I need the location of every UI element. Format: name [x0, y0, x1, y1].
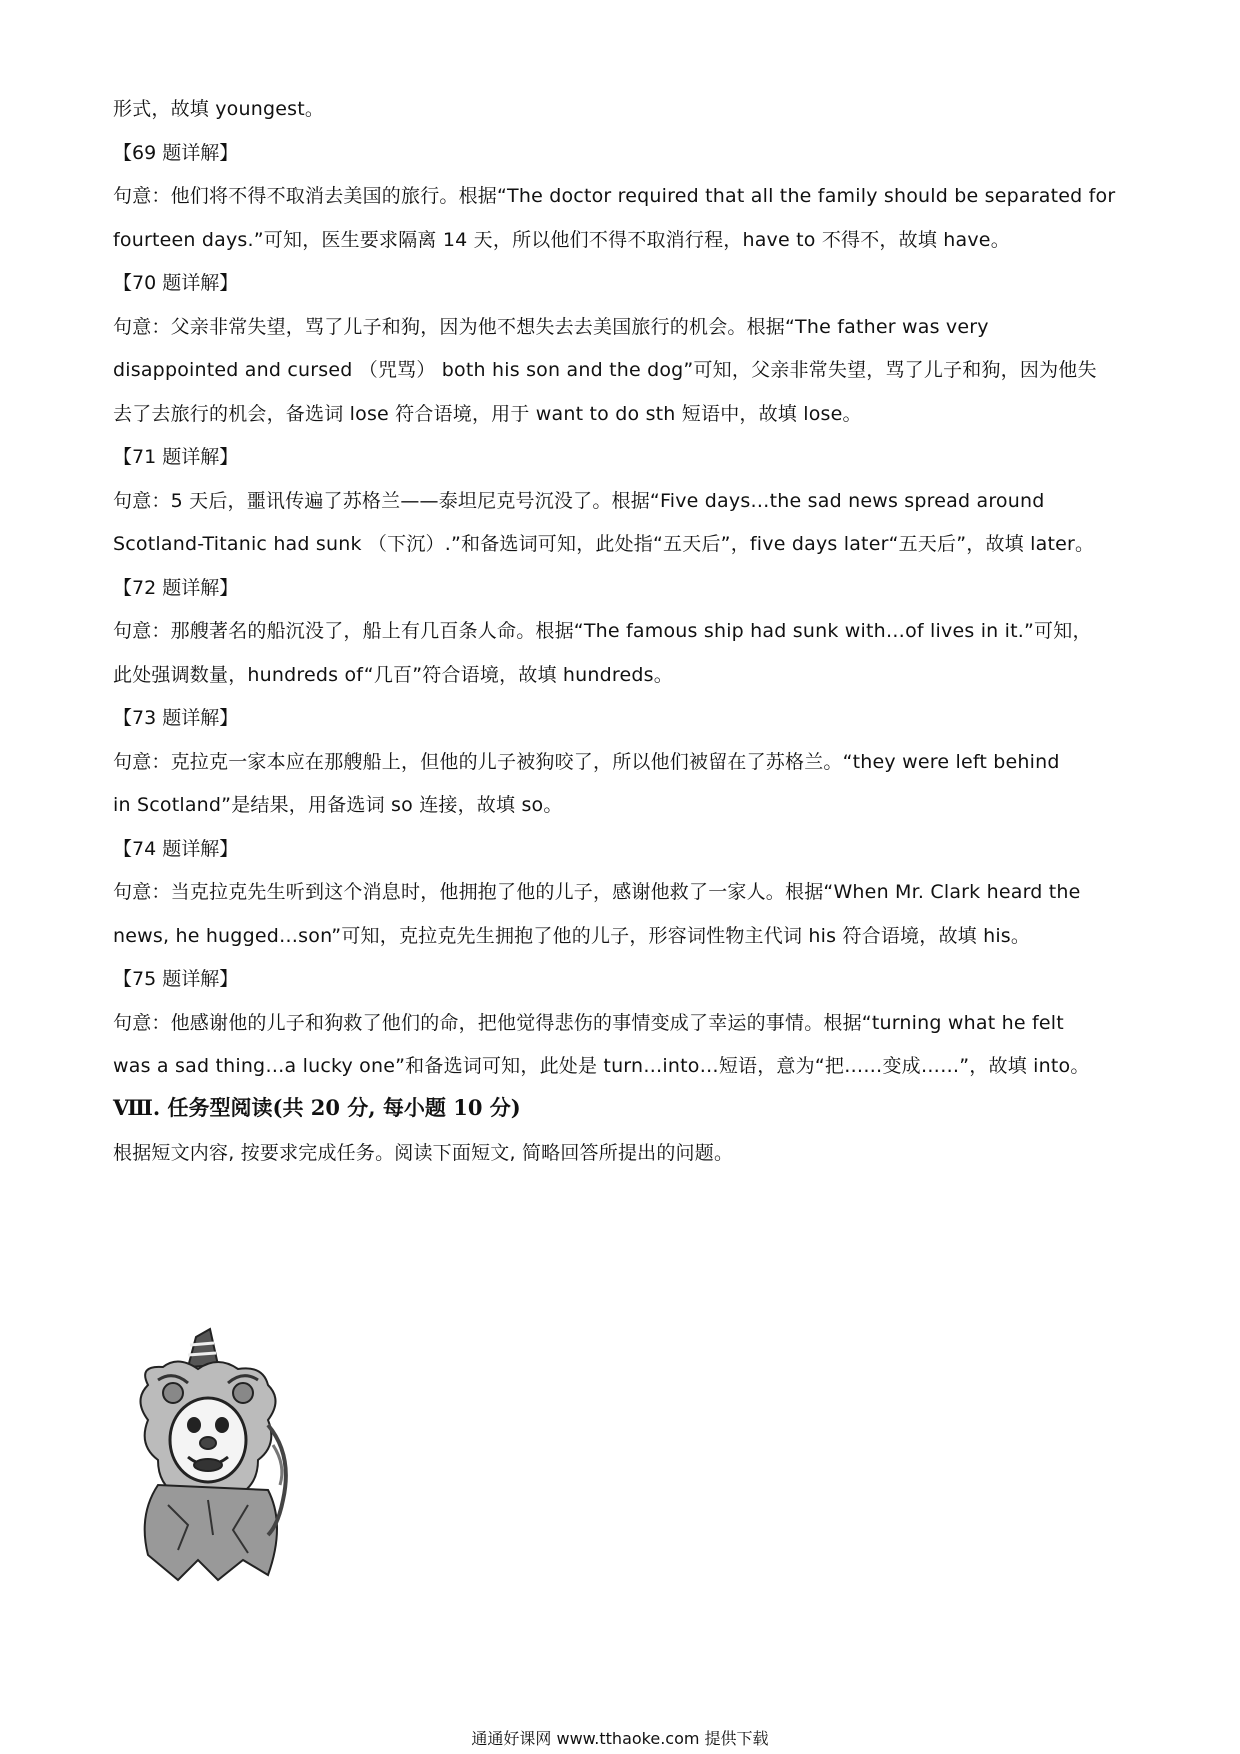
question-71-explanation-line: Scotland-Titanic had sunk （下沉）.”和备选词可知，此处指“五天后”，five days later“五天后”，故填 later。: [113, 533, 1095, 555]
question-74-explanation-line: news, he hugged…son”可知，克拉克先生拥抱了他的儿子，形容词性物主代词 his 符合语境，故填 his。: [113, 925, 1031, 947]
question-69-explanation-line: fourteen days.”可知，医生要求隔离 14 天，所以他们不得不取消行程，have to 不得不，故填 have。: [113, 229, 1010, 251]
question-69-heading: 【69 题详解】: [113, 142, 239, 164]
question-72-explanation-line: 句意：那艘著名的船沉没了，船上有几百条人命。根据“The famous ship had sunk with…of lives in it.”可知，: [113, 620, 1092, 642]
question-71-explanation-line: 句意：5 天后，噩讯传遍了苏格兰——泰坦尼克号沉没了。根据“Five days…the sad news spread around: [113, 490, 1045, 512]
question-73-heading: 【73 题详解】: [113, 707, 239, 729]
question-72-heading: 【72 题详解】: [113, 577, 239, 599]
answer-text-line: 形式，故填 youngest。: [113, 98, 325, 120]
question-75-explanation-line: 句意：他感谢他的儿子和狗救了他们的命，把他觉得悲伤的事情变成了幸运的事情。根据“turning what he felt: [113, 1012, 1064, 1034]
question-70-explanation-line: 去了去旅行的机会，备选词 lose 符合语境，用于 want to do sth 短语中，故填 lose。: [113, 403, 862, 425]
page-footer: 通通好课网 www.tthaoke.com 提供下载: [471, 1729, 769, 1748]
question-70-explanation-line: 句意：父亲非常失望，骂了儿子和狗，因为他不想失去去美国旅行的机会。根据“The father was very: [113, 316, 989, 338]
question-71-heading: 【71 题详解】: [113, 446, 239, 468]
question-75-heading: 【75 题详解】: [113, 968, 239, 990]
lion-dance-mask-illustration: [118, 1325, 308, 1585]
question-73-explanation-line: 句意：克拉克一家本应在那艘船上，但他的儿子被狗咬了，所以他们被留在了苏格兰。“they were left behind: [113, 751, 1060, 773]
question-70-heading: 【70 题详解】: [113, 272, 239, 294]
question-75-explanation-line: was a sad thing…a lucky one”和备选词可知，此处是 turn…into…短语，意为“把……变成……”，故填 into。: [113, 1055, 1090, 1077]
question-74-explanation-line: 句意：当克拉克先生听到这个消息时，他拥抱了他的儿子，感谢他救了一家人。根据“When Mr. Clark heard the: [113, 881, 1081, 903]
question-73-explanation-line: in Scotland”是结果，用备选词 so 连接，故填 so。: [113, 794, 563, 816]
question-74-heading: 【74 题详解】: [113, 838, 239, 860]
question-70-explanation-line: disappointed and cursed （咒骂） both his son and the dog”可知，父亲非常失望，骂了儿子和狗，因为他失: [113, 359, 1097, 381]
question-72-explanation-line: 此处强调数量，hundreds of“几百”符合语境，故填 hundreds。: [113, 664, 673, 686]
question-69-explanation-line: 句意：他们将不得不取消去美国的旅行。根据“The doctor required that all the family should be separated for: [113, 185, 1116, 207]
section-instruction: 根据短文内容, 按要求完成任务。阅读下面短文, 简略回答所提出的问题。: [113, 1142, 734, 1164]
section-title: Ⅷ. 任务型阅读(共 20 分, 每小题 10 分): [113, 1095, 521, 1120]
